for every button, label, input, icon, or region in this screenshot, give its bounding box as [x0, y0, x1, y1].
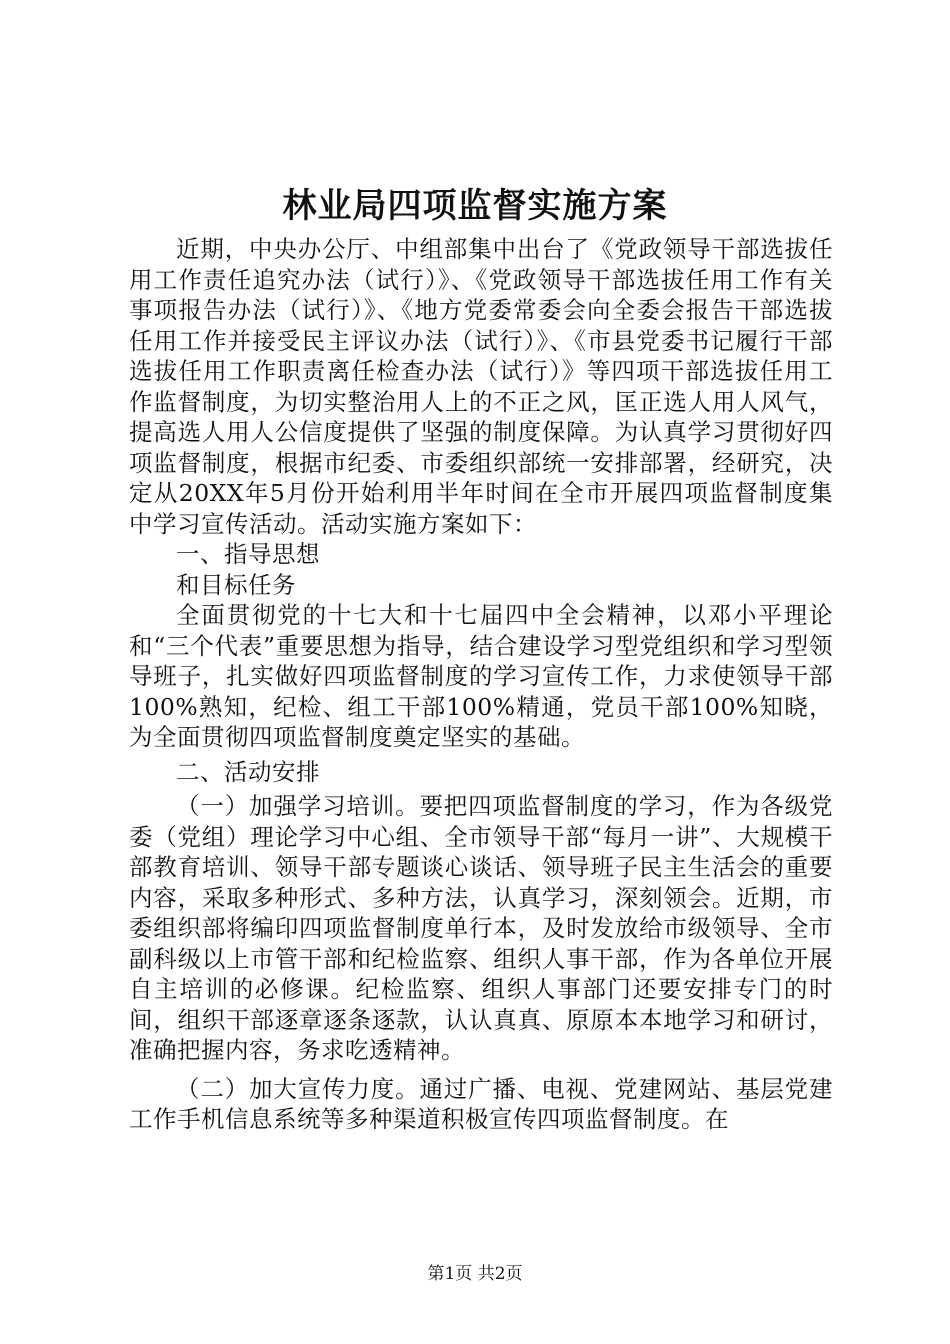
- section-heading-goals: 和目标任务: [176, 570, 296, 599]
- study-training-paragraph: （一）加强学习培训。要把四项监督制度的学习，作为各级党委（党组）理论学习中心组、全市领导干部“每月一讲”、大规模干部教育培训、领导干部专题谈心谈话、领导班子民主生活会的重要内容，采取多种形式、多种方法，认真学习，深刻领会。近期，市委组织部将编印四项监督制度单行本，及时发放给市级领导、全市副科级以上市管干部和纪检监察、组织人事干部，作为各单位开展自主培训的必修课。纪检监察、组织人事部门还要安排专门的时间，组织干部逐章逐条逐款，认认真真、原原本本地学习和研讨，准确把握内容，务求吃透精神。: [129, 792, 833, 1064]
- section-heading-activities: 二、活动安排: [176, 757, 320, 786]
- publicity-paragraph: （二）加大宣传力度。通过广播、电视、党建网站、基层党建工作手机信息系统等多种渠道积极宣传四项监督制度。在: [129, 1074, 833, 1133]
- section-heading-guiding-thought: 一、指导思想: [176, 540, 320, 568]
- intro-paragraph: 近期，中央办公厅、中组部集中出台了《党政领导干部选拔任用工作责任追究办法（试行）》、《党政领导干部选拔任用工作有关事项报告办法（试行）》、《地方党委常委会向全委会报告干部选拔任用工作并接受民主评议办法（试行）》、《市县党委书记履行干部选拔任用工作职责离任检查办法（试行）》等四项干部选拔任用工作监督制度，为切实整治用人上的不正之风，匡正选人用人风气，提高选人用人公信度提供了坚强的制度保障。为认真学习贯彻好四项监督制度，根据市纪委、市委组织部统一安排部署，经研究，决定从20XX年5月份开始利用半年时间在全市开展四项监督制度集中学习宣传活动。活动实施方案如下：: [129, 235, 833, 538]
- page-footer: 第1页 共2页: [427, 1264, 523, 1284]
- document-body: [129, 234, 833, 1135]
- guiding-thought-paragraph: 全面贯彻党的十七大和十七届四中全会精神，以邓小平理论和“三个代表”重要思想为指导，结合建设学习型党组织和学习型领导班子，扎实做好四项监督制度的学习宣传工作，力求使领导干部100%熟知，纪检、组工干部100%精通，党员干部100%知晓，为全面贯彻四项监督制度奠定坚实的基础。: [129, 601, 833, 751]
- document-title: 林业局四项监督实施方案: [282, 186, 668, 226]
